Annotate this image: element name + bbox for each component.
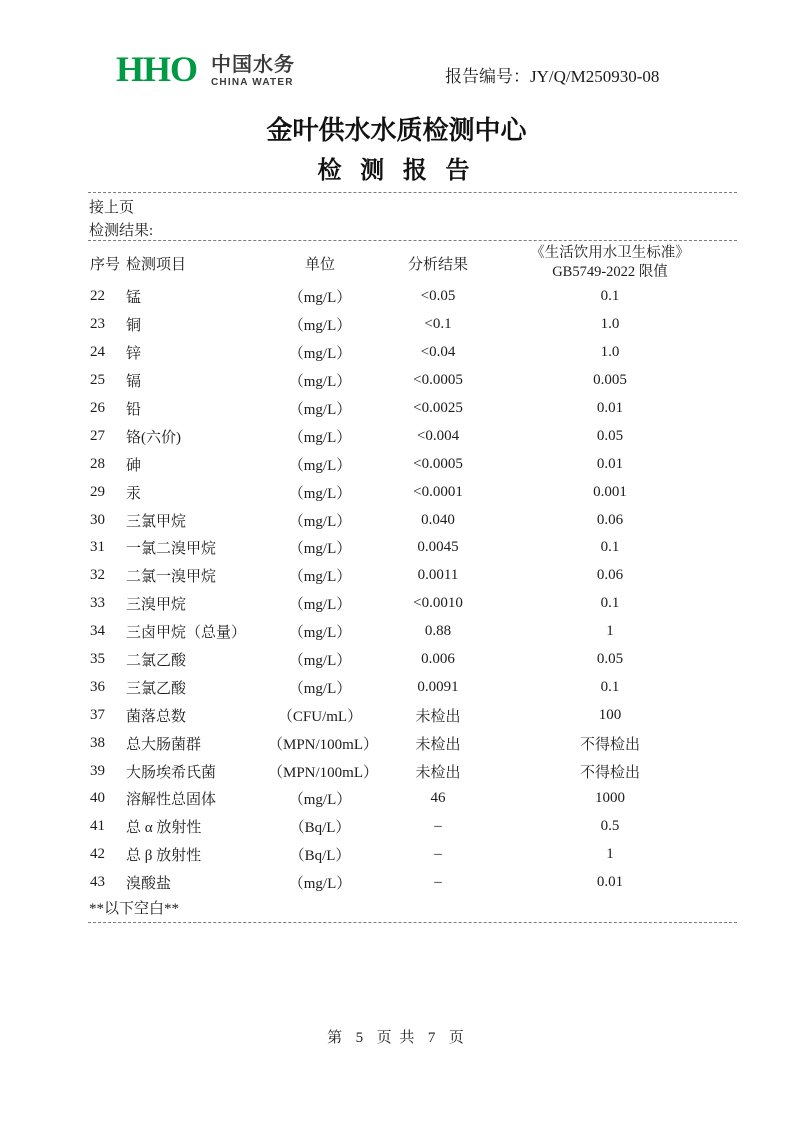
cell-no: 30 xyxy=(90,511,105,528)
cell-no: 36 xyxy=(90,678,105,695)
table-row xyxy=(88,841,737,869)
cell-limit: 0.1 xyxy=(600,595,620,612)
table-row xyxy=(88,646,737,674)
col-header-limit-line1: 《生活饮用水卫生标准》 xyxy=(530,245,690,261)
table-row xyxy=(88,450,737,478)
cell-unit: （Bq/L） xyxy=(289,820,351,837)
cell-no: 29 xyxy=(90,483,105,500)
cell-result: <0.0005 xyxy=(413,372,463,389)
cell-limit: 不得检出 xyxy=(579,764,640,781)
cell-item: 锰 xyxy=(126,290,142,307)
cell-result: <0.04 xyxy=(420,344,456,361)
report-number-value: JY/Q/M250930-08 xyxy=(530,67,660,86)
cell-result: 未检出 xyxy=(415,736,461,753)
table-row xyxy=(88,395,737,423)
cell-unit: （Bq/L） xyxy=(289,848,351,865)
table-row xyxy=(88,757,737,785)
cell-unit: （mg/L） xyxy=(288,541,352,558)
cell-unit: （mg/L） xyxy=(288,374,352,391)
cell-no: 37 xyxy=(90,706,105,723)
cell-no: 42 xyxy=(90,846,105,863)
table-row xyxy=(88,785,737,813)
cell-unit: （mg/L） xyxy=(288,625,352,642)
cell-unit: （mg/L） xyxy=(288,513,352,530)
logo-hho-icon: HHO xyxy=(116,49,198,89)
cell-item: 总 β 放射性 xyxy=(126,848,202,865)
end-of-content-note: **以下空白** xyxy=(89,901,180,917)
cell-unit: （mg/L） xyxy=(288,457,352,474)
cell-unit: （MPN/100mL） xyxy=(268,736,379,753)
col-header-unit: 单位 xyxy=(304,256,335,273)
cell-no: 31 xyxy=(90,539,105,556)
cell-result: 46 xyxy=(430,790,446,807)
cell-limit: 0.01 xyxy=(596,400,624,416)
table-header xyxy=(88,243,737,283)
report-number-line xyxy=(445,66,659,88)
cell-item: 一氯二溴甲烷 xyxy=(126,541,217,558)
cell-result: 0.0011 xyxy=(417,567,459,584)
table-row xyxy=(88,283,737,311)
cell-result: <0.1 xyxy=(424,316,452,333)
cell-limit: 1.0 xyxy=(600,316,620,333)
divider-table-header xyxy=(88,240,737,241)
report-number-label: 报告编号： xyxy=(445,67,530,86)
table-row xyxy=(88,618,737,646)
col-header-result: 分析结果 xyxy=(407,256,468,273)
cell-limit: 0.01 xyxy=(596,874,624,891)
cell-item: 汞 xyxy=(126,485,142,502)
cell-item: 铜 xyxy=(126,318,142,335)
logo-name-cn: 中国水务 xyxy=(211,54,296,76)
divider-top xyxy=(88,192,737,193)
cell-item: 锌 xyxy=(126,346,142,363)
cell-result: <0.004 xyxy=(416,427,460,444)
table-row xyxy=(88,311,737,339)
cell-unit: （mg/L） xyxy=(288,290,352,307)
cell-result: – xyxy=(434,874,442,891)
cell-item: 三卤甲烷（总量） xyxy=(126,625,247,642)
cell-unit: （mg/L） xyxy=(288,876,352,893)
divider-bottom xyxy=(88,922,737,923)
col-header-limit xyxy=(504,243,716,283)
page-subtitle: 检 测 报 告 xyxy=(317,157,476,184)
table-body xyxy=(88,283,737,897)
cell-no: 40 xyxy=(90,790,105,807)
cell-limit: 0.1 xyxy=(600,288,620,305)
cell-result: <0.0010 xyxy=(413,595,463,612)
logo-name-en: CHINA WATER xyxy=(211,77,294,88)
continued-from-previous-label: 接上页 xyxy=(89,200,135,216)
cell-item: 三氯甲烷 xyxy=(126,513,187,530)
cell-unit: （mg/L） xyxy=(288,429,352,446)
cell-unit: （mg/L） xyxy=(288,653,352,670)
cell-unit: （mg/L） xyxy=(288,318,352,335)
table-row xyxy=(88,701,737,729)
cell-result: 0.040 xyxy=(421,511,455,528)
table-row xyxy=(88,673,737,701)
cell-item: 溶解性总固体 xyxy=(126,792,217,809)
cell-limit: 1 xyxy=(606,623,614,640)
cell-limit: 0.1 xyxy=(600,678,620,695)
cell-item: 铅 xyxy=(126,402,142,418)
cell-unit: （CFU/mL） xyxy=(277,708,363,725)
table-row xyxy=(88,478,737,506)
cell-item: 二氯一溴甲烷 xyxy=(126,569,217,586)
table-row xyxy=(88,534,737,562)
cell-no: 23 xyxy=(90,316,105,333)
cell-result: <0.0005 xyxy=(413,455,463,472)
cell-unit: （mg/L） xyxy=(288,680,352,697)
col-header-spacer xyxy=(716,243,737,283)
col-header-item: 检测项目 xyxy=(126,256,187,273)
cell-item: 镉 xyxy=(126,374,142,391)
cell-unit: （mg/L） xyxy=(288,597,352,614)
cell-item: 二氯乙酸 xyxy=(126,653,187,670)
cell-limit: 100 xyxy=(598,706,622,723)
table-row xyxy=(88,367,737,395)
cell-no: 39 xyxy=(90,762,105,779)
cell-limit: 0.05 xyxy=(596,427,624,444)
cell-unit: （MPN/100mL） xyxy=(268,764,379,781)
cell-limit: 0.05 xyxy=(596,651,624,668)
cell-limit: 不得检出 xyxy=(579,736,640,753)
cell-unit: （mg/L） xyxy=(288,402,352,418)
cell-no: 27 xyxy=(90,427,105,444)
table-row xyxy=(88,869,737,897)
company-logo xyxy=(116,49,296,89)
cell-item: 大肠埃希氏菌 xyxy=(126,764,217,781)
cell-limit: 1.0 xyxy=(600,344,620,361)
table-row xyxy=(88,506,737,534)
cell-limit: 1000 xyxy=(595,790,625,807)
cell-result: – xyxy=(434,818,442,835)
cell-item: 三溴甲烷 xyxy=(126,597,187,614)
cell-item: 总 α 放射性 xyxy=(126,820,202,837)
page-title: 金叶供水水质检测中心 xyxy=(266,115,527,145)
table-row xyxy=(88,422,737,450)
cell-no: 33 xyxy=(90,595,105,612)
cell-item: 菌落总数 xyxy=(126,708,187,725)
cell-result: 未检出 xyxy=(415,764,461,781)
cell-no: 41 xyxy=(90,818,105,835)
test-results-label: 检测结果: xyxy=(89,223,154,239)
table-row xyxy=(88,729,737,757)
cell-result: 未检出 xyxy=(415,708,461,725)
cell-limit: 0.01 xyxy=(596,455,624,472)
table-row xyxy=(88,813,737,841)
cell-limit: 0.06 xyxy=(596,567,624,584)
cell-no: 28 xyxy=(90,455,105,472)
cell-result: 0.006 xyxy=(421,651,455,668)
cell-no: 26 xyxy=(90,400,105,416)
cell-unit: （mg/L） xyxy=(288,569,352,586)
cell-result: 0.0045 xyxy=(417,539,459,556)
cell-limit: 0.001 xyxy=(593,483,627,500)
cell-result: 0.88 xyxy=(424,623,452,640)
cell-no: 38 xyxy=(90,734,105,751)
cell-no: 24 xyxy=(90,344,105,361)
cell-item: 铬(六价) xyxy=(126,429,181,446)
cell-no: 22 xyxy=(90,288,105,305)
page-number-footer: 第 5 页 共 7 页 xyxy=(327,1030,466,1046)
cell-item: 总大肠菌群 xyxy=(126,736,202,753)
table-row xyxy=(88,562,737,590)
logo-wordmark xyxy=(211,52,295,89)
cell-no: 43 xyxy=(90,874,105,891)
table-row xyxy=(88,590,737,618)
cell-result: 0.0091 xyxy=(417,678,459,695)
cell-item: 三氯乙酸 xyxy=(126,680,187,697)
cell-item: 砷 xyxy=(126,457,142,474)
cell-result: – xyxy=(434,846,442,863)
cell-limit: 0.5 xyxy=(600,818,620,835)
cell-no: 32 xyxy=(90,567,105,584)
cell-unit: （mg/L） xyxy=(288,485,352,502)
cell-result: <0.0001 xyxy=(413,483,463,500)
cell-no: 35 xyxy=(90,651,105,668)
table-row xyxy=(88,339,737,367)
cell-result: <0.05 xyxy=(420,288,456,305)
cell-limit: 0.005 xyxy=(593,372,627,389)
cell-no: 25 xyxy=(90,372,105,389)
cell-no: 34 xyxy=(90,623,105,640)
cell-unit: （mg/L） xyxy=(288,346,352,363)
cell-result: <0.0025 xyxy=(413,400,463,416)
cell-limit: 0.06 xyxy=(596,511,624,528)
col-header-limit-line2: GB5749-2022 限值 xyxy=(552,264,668,280)
cell-limit: 0.1 xyxy=(600,539,620,556)
cell-item: 溴酸盐 xyxy=(126,876,172,893)
cell-limit: 1 xyxy=(606,846,614,863)
cell-unit: （mg/L） xyxy=(288,792,352,809)
col-header-no: 序号 xyxy=(90,256,121,273)
